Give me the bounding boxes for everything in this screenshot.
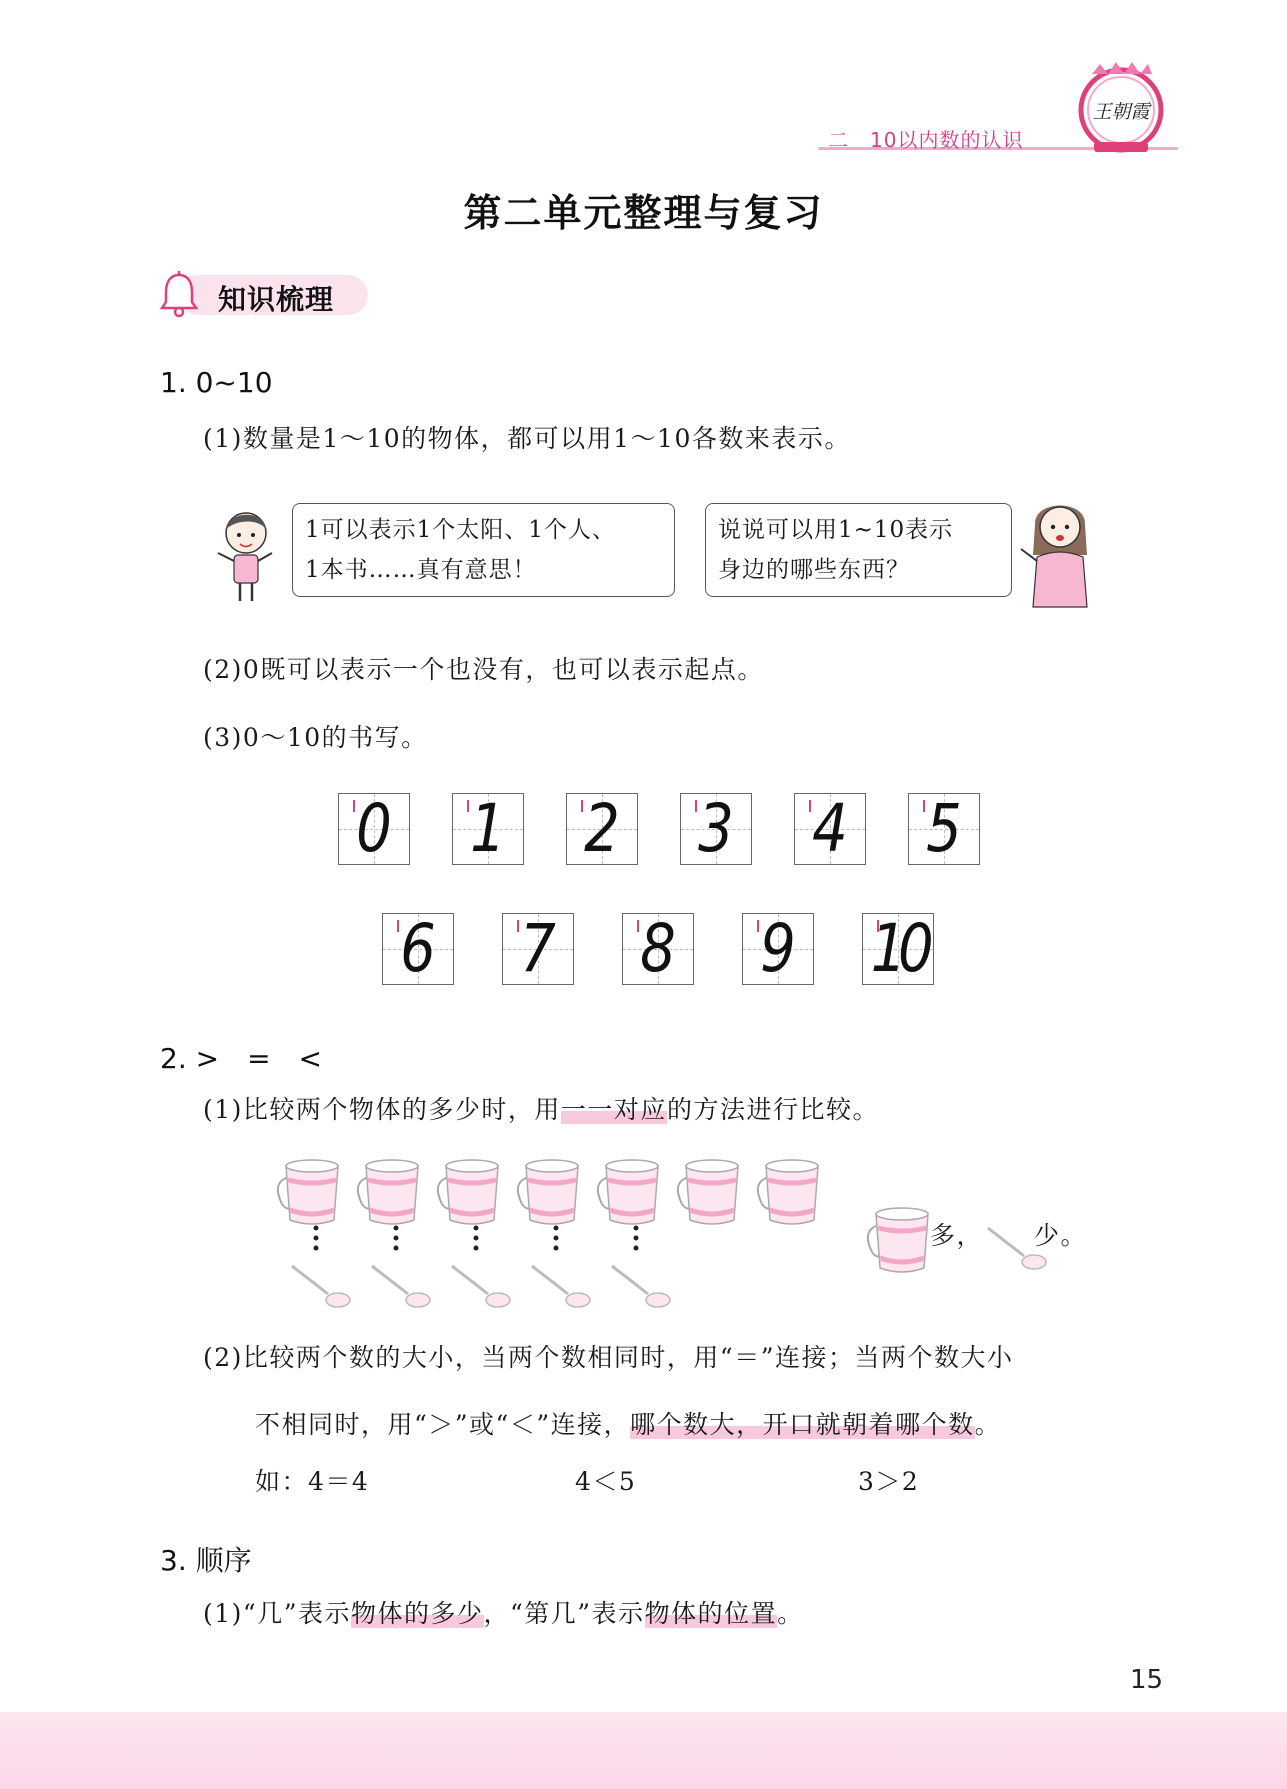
compare-more-label: 多， — [930, 1221, 984, 1250]
digit-writing-box — [382, 910, 454, 987]
highlight-text: 物体的多少 — [350, 1599, 484, 1628]
digit-writing-box — [622, 910, 694, 987]
digit-glyph: 7 — [520, 910, 556, 987]
bell-icon — [158, 270, 200, 318]
bubble-line: 身边的哪些东西？ — [718, 557, 910, 583]
digit-glyph: 10 — [870, 910, 926, 987]
speech-bubble-boy — [292, 503, 675, 597]
digit-writing-box — [338, 790, 410, 867]
digit-glyph: 8 — [640, 910, 676, 987]
sec1-paragraph-2: (2)0既可以表示一个也没有，也可以表示起点。 — [203, 655, 764, 684]
text-span: 。 — [777, 1599, 804, 1628]
digit-writing-box — [908, 790, 980, 867]
text-span: 不相同时，用“＞”或“＜”连接， — [255, 1410, 631, 1439]
bubble-line: 1可以表示1个太阳、1个人、 — [305, 517, 616, 543]
logo-text: 王朝霞 — [1092, 101, 1150, 123]
page-title: 第二单元整理与复习 — [463, 191, 824, 235]
speech-bubble-teacher — [705, 503, 1012, 597]
digit-glyph: 6 — [400, 910, 436, 987]
digit-writing-box — [794, 790, 866, 867]
compare-less-label: 少。 — [1034, 1221, 1088, 1250]
bubble-line: 1本书……真有意思！ — [305, 557, 537, 583]
banner-label: 知识梳理 — [218, 283, 335, 316]
digit-glyph: 3 — [698, 790, 734, 867]
highlight-text: 一一对应 — [560, 1095, 667, 1124]
example-1: 如：4＝4 — [255, 1467, 370, 1496]
digit-glyph: 5 — [926, 790, 962, 867]
example-2: 4＜5 — [575, 1467, 637, 1496]
teacher-illustration — [1015, 495, 1105, 610]
text-span: 的方法进行比较。 — [666, 1095, 879, 1124]
sec3-paragraph-1 — [203, 1594, 804, 1630]
brand-logo — [1072, 58, 1170, 156]
boy-illustration — [210, 505, 280, 605]
digit-writing-box — [680, 790, 752, 867]
sec1-paragraph-3: (3)0～10的书写。 — [203, 723, 428, 752]
sec2-paragraph-1 — [203, 1090, 879, 1126]
section-3-heading: 3. 顺序 — [160, 1544, 252, 1577]
sec1-paragraph-1: (1)数量是1～10的物体，都可以用1～10各数来表示。 — [203, 424, 851, 453]
digit-glyph: 2 — [584, 790, 620, 867]
sec2-paragraph-2-line-1: (2)比较两个数的大小，当两个数相同时，用“＝”连接；当两个数大小 — [203, 1343, 1014, 1372]
section-1-heading: 1. 0~10 — [160, 366, 273, 399]
digit-glyph: 4 — [812, 790, 848, 867]
digit-writing-box — [502, 910, 574, 987]
highlight-text: 哪个数大，开口就朝着哪个数 — [630, 1410, 975, 1439]
example-3: 3＞2 — [858, 1467, 920, 1496]
digit-writing-box — [742, 910, 814, 987]
cup-spoon-illustration — [270, 1148, 1140, 1318]
text-span: (1)比较两个物体的多少时，用 — [203, 1095, 561, 1124]
chapter-title: 二 10以内数的认识 — [828, 128, 1024, 152]
bubble-line: 说说可以用1~10表示 — [718, 517, 954, 543]
digit-writing-box — [452, 790, 524, 867]
page-number: 15 — [1130, 1665, 1164, 1695]
digit-writing-box — [862, 910, 934, 987]
highlight-text: 物体的位置 — [644, 1599, 778, 1628]
text-span: 。 — [974, 1410, 1002, 1439]
digit-glyph: 1 — [470, 790, 506, 867]
text-span: ，“第几”表示 — [483, 1599, 645, 1628]
footer-band — [0, 1712, 1287, 1789]
sec2-paragraph-2-line-2 — [255, 1405, 1001, 1441]
digit-glyph: 0 — [356, 790, 392, 867]
digit-writing-box — [566, 790, 638, 867]
digit-glyph: 9 — [760, 910, 796, 987]
section-2-heading: 2. > = < — [160, 1042, 322, 1075]
text-span: (1)“几”表示 — [203, 1599, 351, 1628]
